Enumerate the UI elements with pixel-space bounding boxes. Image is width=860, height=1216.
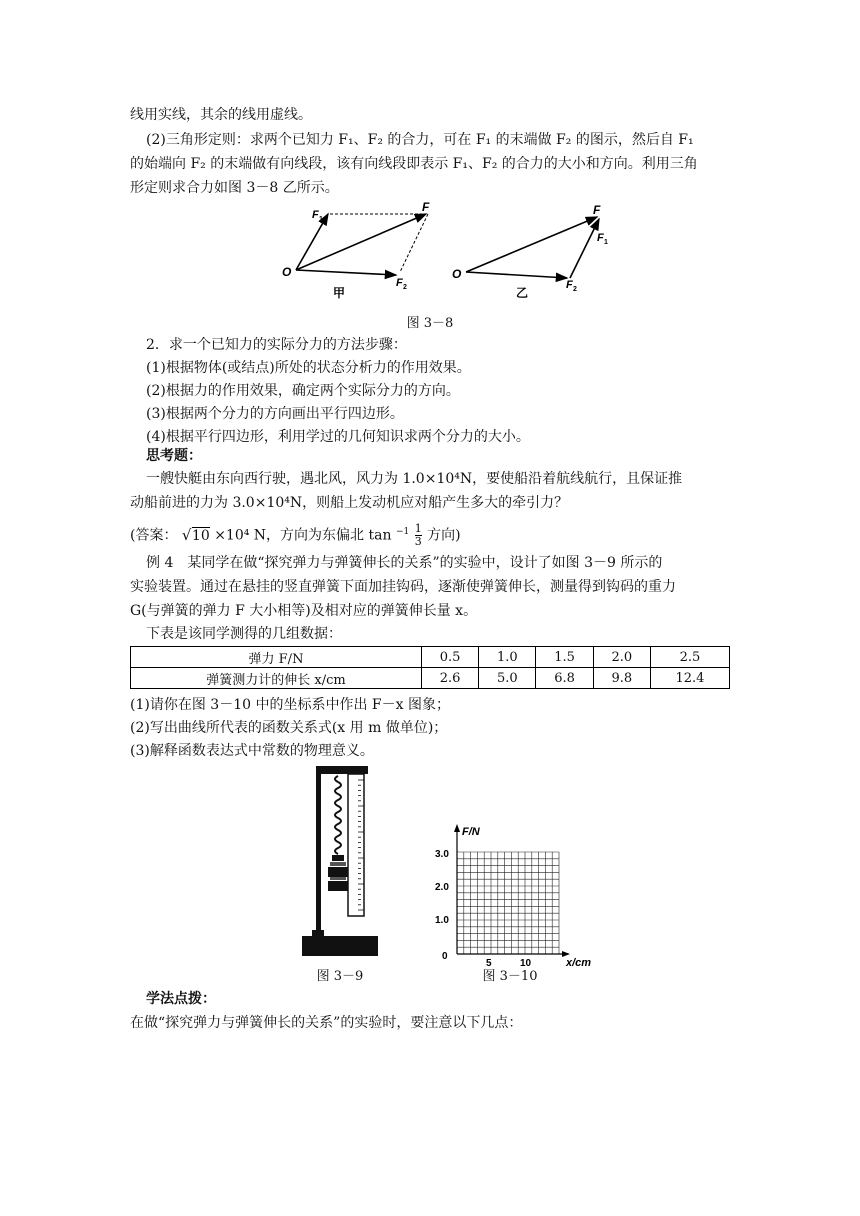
paragraph-line: 形定则求合力如图 3－8 乙所示。 [130,180,339,196]
section-heading: 思考题： [146,448,202,464]
label-o: O [282,265,292,279]
row-header: 弹力 F/N [131,647,422,668]
origin-label: 0 [442,951,448,962]
label-f2: F [566,279,573,291]
label-f2-sub: 2 [403,284,407,291]
paragraph-line: 2．求一个已知力的实际分力的方法步骤： [146,337,407,353]
table-row [131,668,730,689]
stand-arm [316,766,368,774]
ruler [348,774,364,916]
x-axis-label: x/cm [566,957,592,968]
paragraph-line: 下表是该同学测得的几组数据： [146,626,342,642]
label-f: F [593,203,601,217]
f1-arrow [296,214,328,270]
answer-prefix: (答案： [130,527,178,544]
paragraph-line: 的始端向 F₂ 的末端做有向线段，该有向线段即表示 F₁、F₂ 的合力的大小和方向。利用三角 [130,156,698,172]
x-tick-label: 5 [486,958,492,968]
x-tick-label: 10 [520,958,532,968]
label-jia: 甲 [333,286,346,300]
paragraph-line: (2)三角形定则：求两个已知力 F₁、F₂ 的合力，可在 F₁ 的末端做 F₂ 的图示，然后自 F₁ [146,132,694,148]
f2-arrow [466,272,567,278]
table-cell: 1.5 [536,647,593,668]
paragraph-line: 在做“探究弹力与弹簧伸长的关系”的实验时，要注意以下几点： [130,1015,523,1031]
table-row [131,647,730,668]
hook-weight [328,867,348,877]
parallelogram-diagram [282,200,430,300]
figure-caption: 图 3－9 [316,969,364,984]
table-cell: 2.5 [650,647,729,668]
table-cell: 5.0 [479,668,536,689]
table-cell: 6.8 [536,668,593,689]
table-cell: 12.4 [650,668,729,689]
paragraph-line: (2)根据力的作用效果，确定两个实际分力的方向。 [146,383,460,399]
inverse-superscript: −1 [395,527,410,537]
stand-base [302,936,378,956]
resultant-arrow [296,214,426,270]
paragraph-line: 一艘快艇由东向西行驶，遇北风，风力为 1.0×10⁴N，要使船沿着航线航行，且保证推 [146,471,683,487]
section-heading: 学法点拨： [146,991,216,1007]
figure-3-10-graph [420,820,600,968]
table-cell: 2.0 [593,647,650,668]
question-line: (3)解释函数表达式中常数的物理意义。 [130,743,374,759]
question-line: (2)写出曲线所代表的函数关系式(x 用 m 做单位)； [130,720,448,736]
sqrt-expression [182,526,210,546]
answer-value: ×10⁴ N，方向为东偏北 tan [214,527,392,544]
spring [335,776,341,854]
label-o: O [452,267,462,281]
fraction-denominator: 3 [414,535,422,549]
table-cell: 9.8 [593,668,650,689]
figure-caption: 图 3－8 [406,316,454,331]
question-line: (1)请你在图 3－10 中的坐标系中作出 F－x 图象； [130,697,450,713]
label-f: F [422,200,430,214]
answer-line [130,522,461,548]
y-axis-arrow [454,824,460,832]
f1-arrow [570,219,599,278]
ruler-ticks [358,780,364,910]
paragraph-line: (3)根据两个分力的方向画出平行四边形。 [146,406,404,422]
f2-arrow [296,270,396,275]
y-tick-label: 3.0 [435,849,449,860]
table-cell: 2.6 [422,668,479,689]
paragraph-line: G(与弹簧的弹力 F 大小相等)及相对应的弹簧伸长量 x。 [130,603,478,619]
data-table [130,646,730,689]
figure-3-8 [270,200,640,310]
row-header: 弹簧测力计的伸长 x/cm [131,668,422,689]
hook-weight [328,881,348,891]
hook-weight [332,855,344,861]
hook-weight [330,862,346,866]
fraction [415,523,422,548]
stand-pole [316,766,321,934]
label-f2-sub: 2 [573,286,577,293]
figure-3-9-apparatus [298,764,382,964]
paragraph-line: 实验装置。通过在悬挂的竖直弹簧下面加挂钩码，逐渐使弹簧伸长，测量得到钩码的重力 [130,579,676,595]
radicand: 10 [191,527,210,544]
paragraph-line: 动船前进的力为 3.0×10⁴N，则船上发动机应对船产生多大的牵引力？ [130,495,569,511]
y-tick-label: 2.0 [435,882,449,893]
y-axis-label: F/N [462,826,480,838]
label-f2: F [396,277,403,289]
label-f1: F [597,232,604,244]
label-f1-sub: 1 [604,239,608,246]
figure-caption: 图 3－10 [482,969,538,984]
label-f1: F [312,209,319,221]
hook-weight [330,877,346,880]
label-yi: 乙 [516,286,529,300]
fraction-numerator: 1 [414,522,422,536]
table-cell: 0.5 [422,647,479,668]
label-f1-sub: 1 [319,216,323,223]
y-tick-label: 1.0 [435,915,449,926]
graph-grid [457,852,559,954]
answer-suffix: 方向) [427,527,461,544]
paragraph-line: (4)根据平行四边形，利用学过的几何知识求两个分力的大小。 [146,429,530,445]
triangle-diagram [452,203,608,300]
radical-sign: √ [181,525,192,544]
paragraph-line: 线用实线，其余的线用虚线。 [130,107,312,123]
paragraph-line: 例 4 某同学在做“探究弹力与弹簧伸长的关系”的实验中，设计了如图 3－9 所示的 [146,555,663,571]
table-cell: 1.0 [479,647,536,668]
paragraph-line: (1)根据物体(或结点)所处的状态分析力的作用效果。 [146,360,471,376]
